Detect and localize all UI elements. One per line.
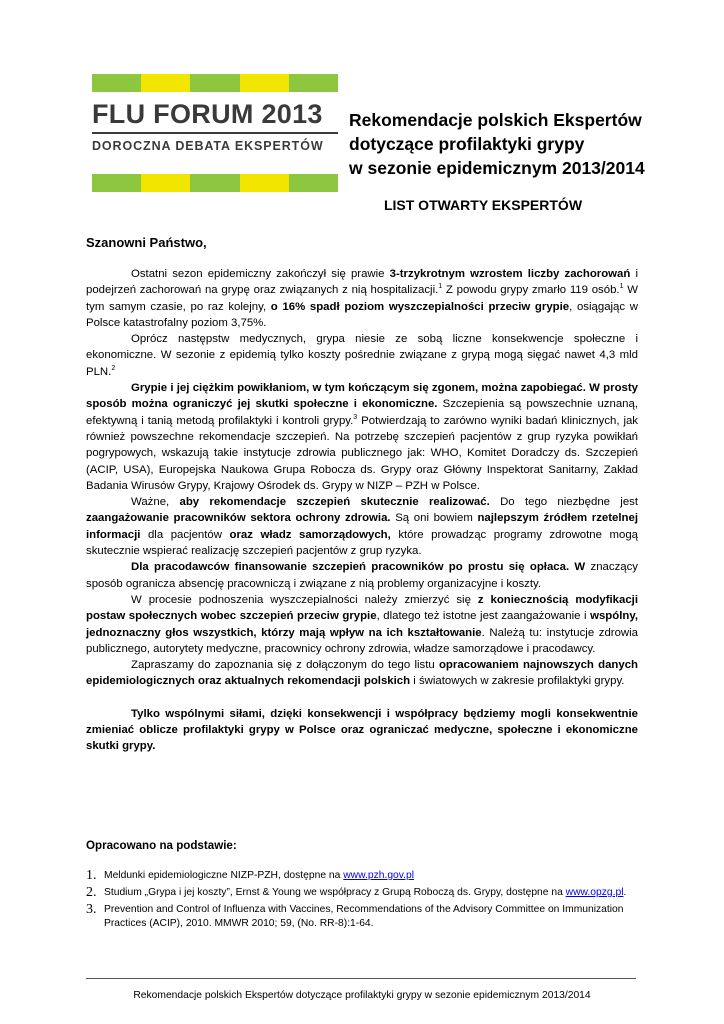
reference-text: Meldunki epidemiologiczne NIZP-PZH, dostępne na www.pzh.gov.pl [104, 870, 415, 881]
reference-text: Studium „Grypa i jej koszty”, Ernst & Young we współpracy z Grupą Roboczą ds. Grypy, dostępne na www.opzg.pl. [104, 887, 627, 898]
page-footer: Rekomendacje polskich Ekspertów dotyczące profilaktyki grypy w sezonie epidemicznym 2013/2014 [133, 990, 591, 1001]
reference-number: 2. [86, 885, 97, 900]
footnote-marker: 2 [111, 364, 116, 372]
reference-item [86, 903, 638, 931]
footnote-marker: 1 [619, 283, 624, 291]
reference-item [86, 869, 638, 883]
closing-paragraph: Tylko wspólnymi siłami, dzięki konsekwencji i współpracy będziemy mogli konsekwentnie zmieniać oblicze profilaktyki grypy w Polsce oraz ograniczać medyczne, społeczne i ekonomiczne skutki grypy. [86, 707, 638, 753]
document-title-line: Rekomendacje polskich Ekspertów [349, 110, 642, 130]
reference-link[interactable]: www.opzg.pl [565, 887, 624, 898]
reference-item [86, 886, 638, 900]
document-title-line: dotyczące profilaktyki grypy [349, 134, 585, 154]
footnote-marker: 3 [353, 413, 358, 421]
paragraph: Oprócz następstw medycznych, grypa niesie ze sobą liczne konsekwencje społeczne i ekonomiczne. W sezonie z epidemią tylko koszty pośrednie związane z grypą mogą sięgać nawet 4,3 mld PLN.$^2$ [86, 333, 638, 378]
logo-subtitle: DOROCZNA DEBATA EKSPERTÓW [92, 139, 324, 153]
paragraph: Ważne, aby rekomendacje szczepień skutecznie realizować. Do tego niezbędne jest zaangażowanie pracowników sektora ochrony zdrowia. Są oni bowiem najlepszym źródłem rzetelnej informacji dla pacjentów oraz władz samorządowych, które prowadząc programy zdrowotne mogą skutecznie wspierać realizację szczepień pacjentów z grup ryzyka. [86, 496, 639, 558]
document-title [349, 108, 679, 180]
reference-text: Prevention and Control of Influenza with Vaccines, Recommendations of the Advisory Committee on Immunization Practices (ACIP), 2010. MMWR 2010; 59, (No. RR-8):1-64. [104, 904, 624, 929]
paragraph: Dla pracodawców finansowanie szczepień pracowników po prostu się opłaca. W znaczący sposób ogranicza absencję pracowniczą i związane z nią problemy organizacyjne i koszty. [86, 561, 638, 590]
logo-stripe-bottom [92, 174, 338, 192]
letter-heading: LIST OTWARTY EKSPERTÓW [383, 197, 583, 213]
paragraph: W procesie podnoszenia wyszczepialności należy zmierzyć się z koniecznością modyfikacji postaw społecznych wobec szczepień przeciw grypie, dlatego też istotne jest zaangażowanie i wspólny, jednoznaczny głos wszystkich, którzy mają wpływ na ich kształtowanie. Należą tu: instytucje zdrowia publicznego, autorytety medyczne, pracownicy ochrony zdrowia, władze samorządowe i pracodawcy. [86, 593, 638, 655]
footer-divider [86, 978, 636, 979]
paragraph: Ostatni sezon epidemiczny zakończył się prawie 3-trzykrotnym wzrostem liczby zachorowań i podejrzeń zachorowań na grypę oraz związanych z nią hospitalizacji.$^1$ Z powodu grypy zmarło 119 osób.$^1$ W tym samym czasie, po raz kolejny, o 16% spadł poziom wyszczepialności przeciw grypie, osiągając w Polsce katastrofalny poziom 3,75%. [86, 268, 638, 329]
reference-link[interactable]: www.pzh.gov.pl [343, 870, 415, 881]
letter-body [86, 266, 638, 755]
sources-heading: Opracowano na podstawie: [86, 839, 237, 852]
paragraph: Zapraszamy do zapoznania się z dołączonym do tego listu opracowaniem najnowszych danych epidemiologicznych oraz aktualnych rekomendacji polskich i światowych w zakresie profilaktyki grypy. [86, 659, 638, 688]
reference-number: 1. [86, 868, 97, 883]
document-title-line: w sezonie epidemicznym 2013/2014 [349, 158, 645, 178]
reference-number: 3. [86, 902, 97, 917]
logo-title: FLU FORUM 2013 [92, 99, 323, 129]
flu-forum-logo [92, 74, 338, 192]
salutation: Szanowni Państwo, [86, 235, 207, 250]
logo-divider [92, 132, 338, 134]
logo-stripe-top [92, 74, 338, 92]
reference-list [86, 869, 638, 934]
footnote-marker: 1 [438, 283, 443, 291]
paragraph: Grypie i jej ciężkim powikłaniom, w tym kończącym się zgonem, można zapobiegać. W prosty sposób można ograniczyć jej skutki społeczne i ekonomiczne. Szczepienia są powszechnie uznaną, efektywną i tanią metodą profilaktyki i kontroli grypy.$^3$ Potwierdzają to zarówno wyniki badań klinicznych, jak również powszechne rekomendacje szczepień. Na potrzebę szczepień pacjentów z grup ryzyka powikłań pogrypowych, wskazują takie instytucje zdrowia publicznego jak: WHO, Komitet Doradczy ds. Szczepień (ACIP, USA), Europejska Naukowa Grupa Robocza ds. Grypy oraz Główny Inspektorat Sanitarny, Zakład Badania Wirusów Grypy, Krajowy Ośrodek ds. Grypy w NIZP – PZH w Polsce. [86, 382, 639, 492]
